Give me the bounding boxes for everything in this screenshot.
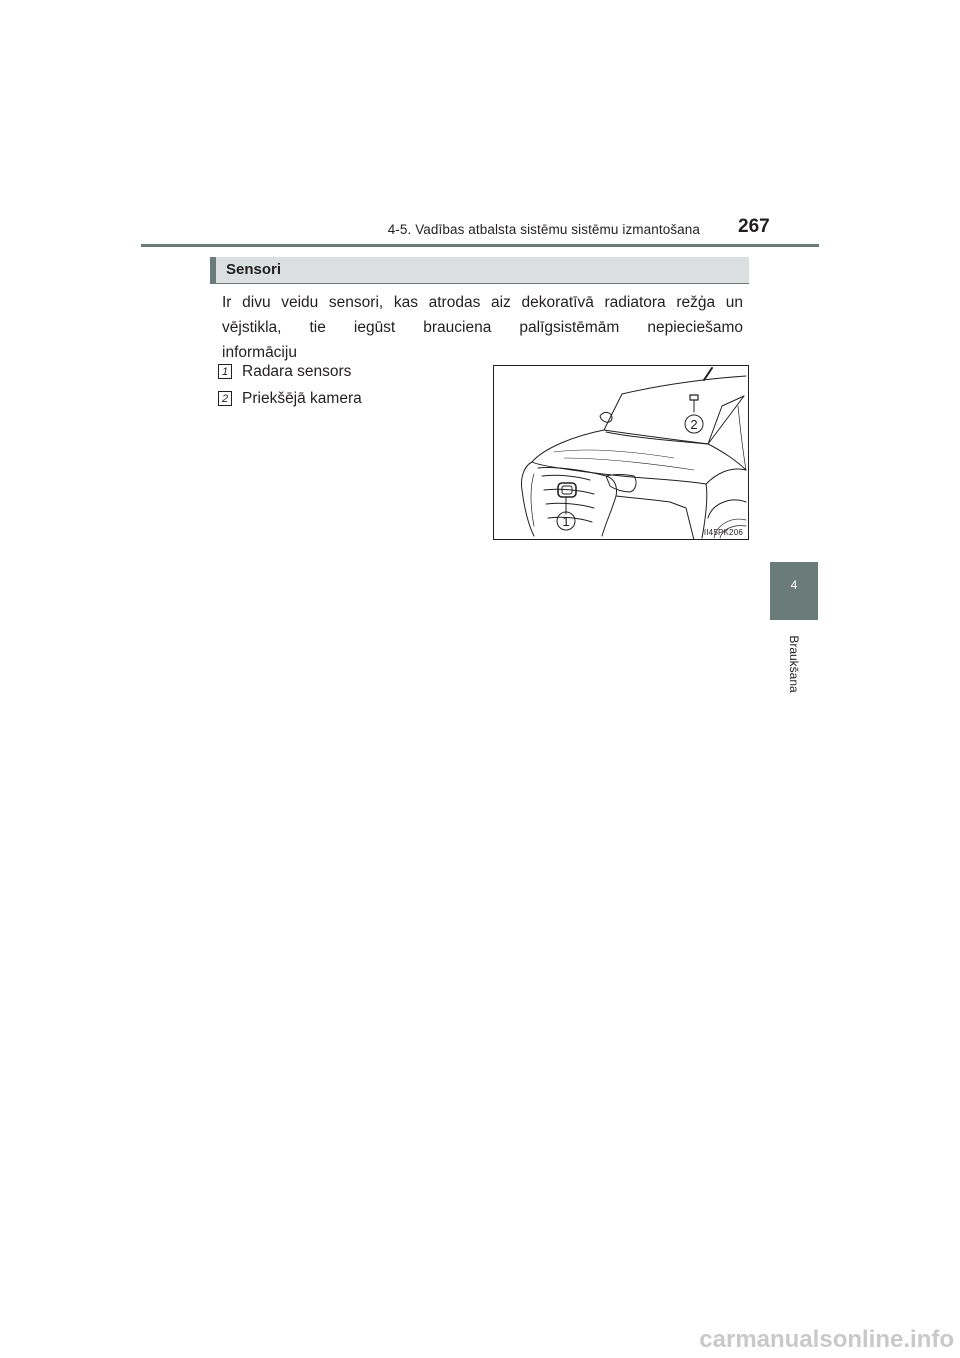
legend-label: Priekšējā kamera <box>242 390 362 407</box>
chapter-label: Braukšana <box>787 635 801 693</box>
chapter-number: 4 <box>790 578 798 592</box>
section-heading-bar <box>210 257 749 283</box>
section-heading: Sensori <box>226 261 282 278</box>
paragraph-line: Ir divu veidu sensori, kas atrodas aiz dekoratīvā radiatora režģa un <box>222 294 743 311</box>
watermark: carmanualsonline.info <box>699 1326 954 1353</box>
page-header-title: 4-5. Vadības atbalsta sistēmu sistēmu izmantošana <box>387 222 700 237</box>
vehicle-sensor-illustration <box>493 365 749 540</box>
section-underline <box>210 283 749 284</box>
page-number: 267 <box>738 216 770 237</box>
callout-2: 2 <box>690 417 698 432</box>
section-paragraph <box>222 290 743 365</box>
figure-code: II45PK206 <box>703 528 743 537</box>
legend-number: 2 <box>218 391 232 406</box>
paragraph-line: vējstikla, tie iegūst brauciena palīgsistēmām nepieciešamo <box>222 319 743 336</box>
chapter-tab[interactable] <box>770 562 818 620</box>
legend-label: Radara sensors <box>242 363 352 380</box>
callout-1: 1 <box>562 514 570 529</box>
pickup-truck-drawing <box>494 366 749 540</box>
header-rule <box>141 244 819 247</box>
paragraph-line: informāciju <box>222 344 297 361</box>
legend-number: 1 <box>218 364 232 379</box>
